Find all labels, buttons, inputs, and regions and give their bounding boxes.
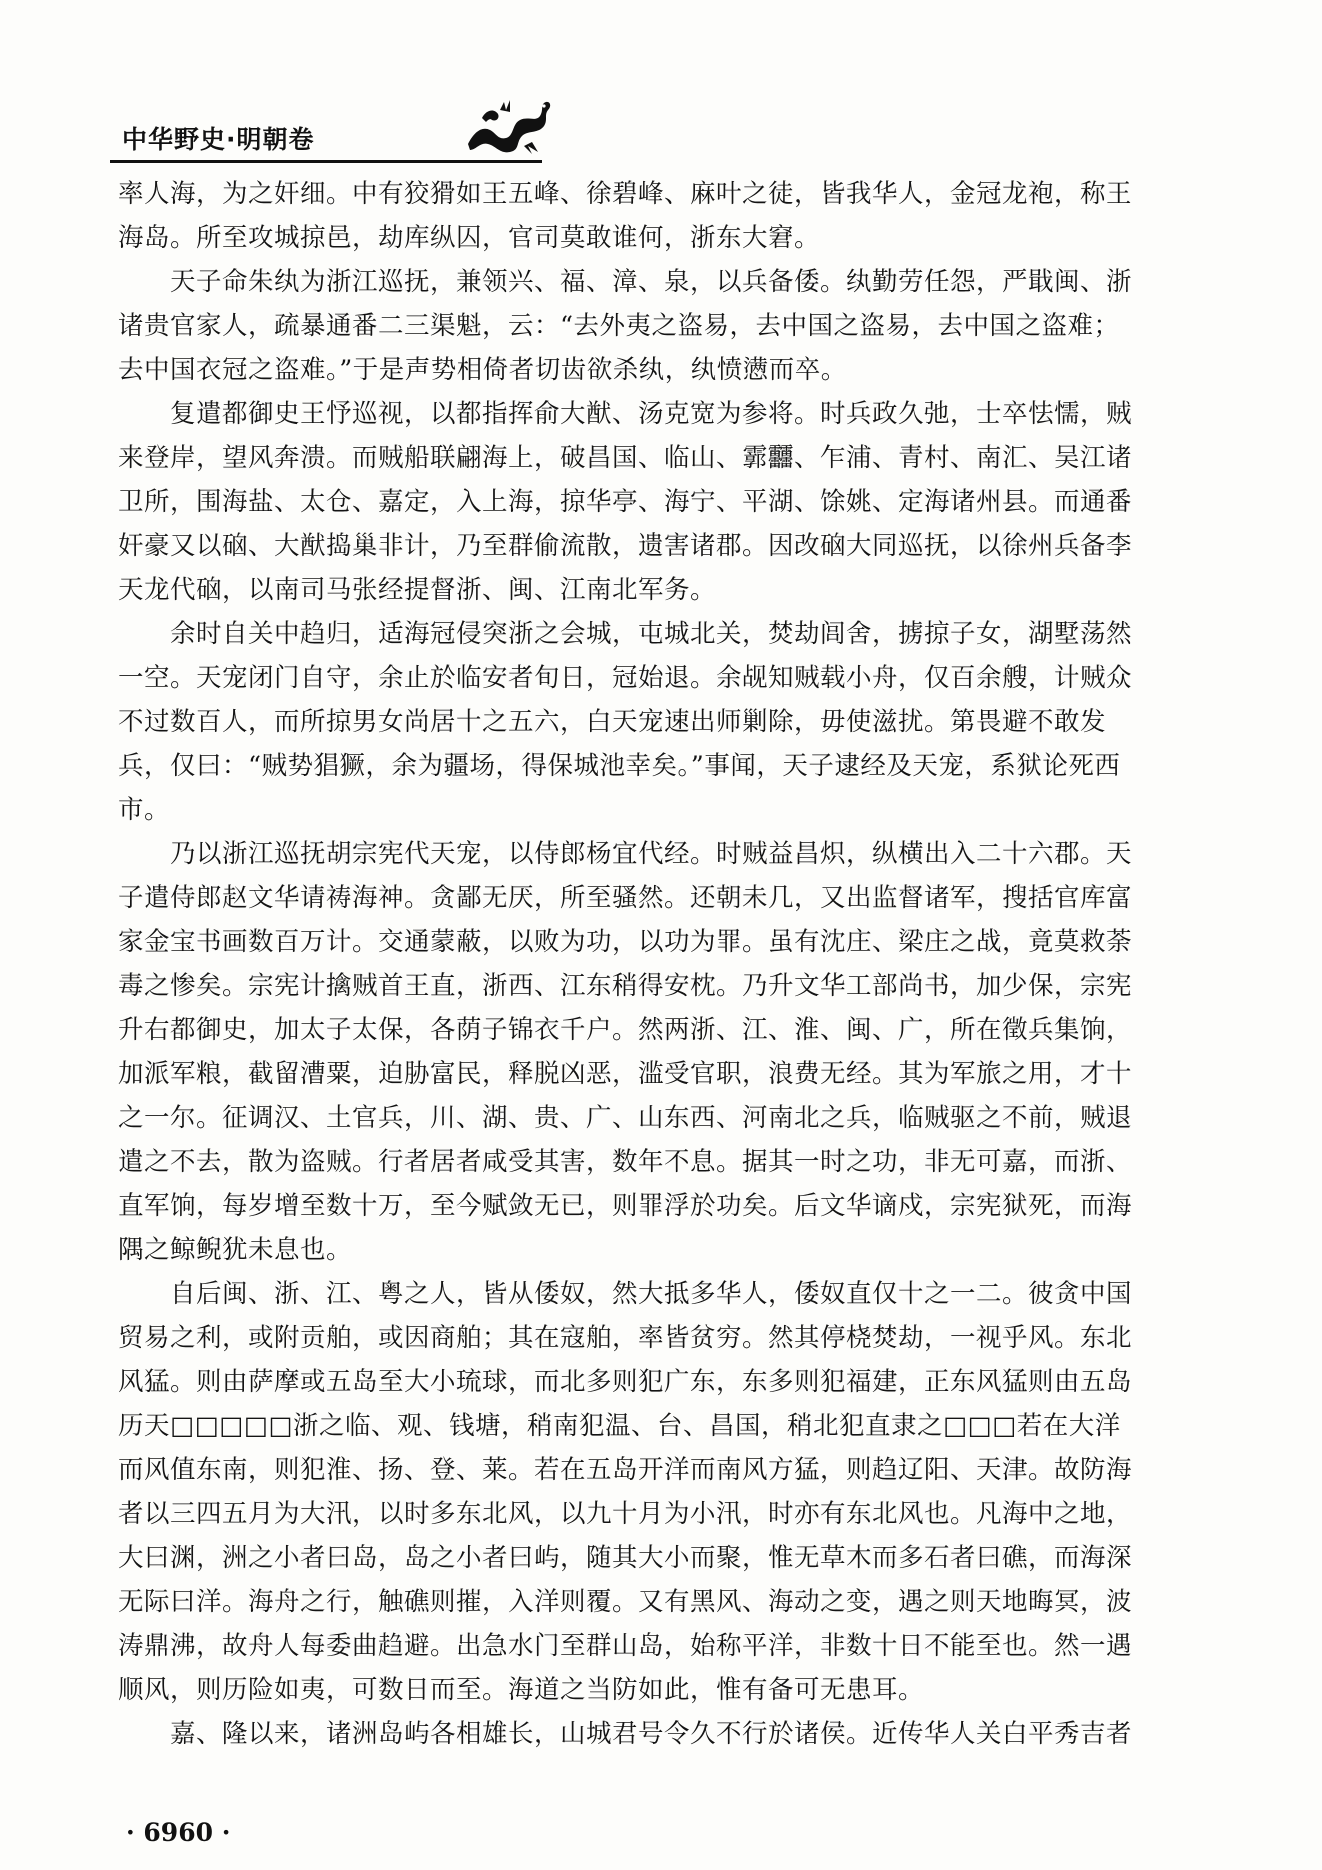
- text-line: 一空。天宠闭门自守，余止於临安者旬日，冠始退。余觇知贼载小舟，仅百余艘，计贼众: [118, 663, 1133, 693]
- paragraph-start-line: 自后闽、浙、江、粤之人，皆从倭奴，然大抵多华人，倭奴直仅十之一二。彼贪中国: [170, 1279, 1133, 1309]
- text-line: 奸豪又以硇、大猷捣巢非计，乃至群偷流散，遗害诸郡。因改硇大同巡抚，以徐州兵备李: [118, 531, 1133, 561]
- page-number: · 6960 ·: [126, 1818, 231, 1847]
- text-line: 加派军粮，截留漕粟，迫胁富民，释脱凶恶，滥受官职，浪费无经。其为军旅之用，才十: [118, 1059, 1133, 1089]
- text-line: 者以三四五月为大汛，以时多东北风，以九十月为小汛，时亦有东北风也。凡海中之地，: [118, 1499, 1133, 1529]
- text-line: 隅之鲸鲵犹未息也。: [118, 1235, 353, 1265]
- text-line: 子遣侍郎赵文华请祷海神。贪鄙无厌，所至骚然。还朝未几，又出监督诸军，搜括官库富: [118, 883, 1133, 913]
- text-line: 毒之惨矣。宗宪计擒贼首王直，浙西、江东稍得安枕。乃升文华工部尚书，加少保，宗宪: [118, 971, 1133, 1001]
- body-text: [118, 172, 1203, 1772]
- text-line: 海岛。所至攻城掠邑，劫库纵囚，官司莫敢谁何，浙东大窘。: [118, 223, 821, 253]
- text-line: 直军饷，每岁增至数十万，至今赋敛无已，则罪浮於功矣。后文华谪戍，宗宪狱死，而海: [118, 1191, 1133, 1221]
- text-line: 天龙代硇，以南司马张经提督浙、闽、江南北军务。: [118, 575, 717, 605]
- text-line: 贸易之利，或附贡舶，或因商舶；其在寇舶，率皆贫穷。然其停桡焚劫，一视乎风。东北: [118, 1323, 1133, 1353]
- paragraph-start-line: 嘉、隆以来，诸洲岛屿各相雄长，山城君号令久不行於诸侯。近传华人关白平秀吉者: [170, 1719, 1133, 1749]
- text-line: 卫所，围海盐、太仓、嘉定，入上海，掠华亭、海宁、平湖、馀姚、定海诸州县。而通番: [118, 487, 1133, 517]
- running-header: [110, 96, 1210, 166]
- text-line: 涛鼎沸，故舟人每委曲趋避。出急水门至群山岛，始称平洋，非数十日不能至也。然一遇: [118, 1631, 1133, 1661]
- text-line: 历天□□□□□浙之临、观、钱塘，稍南犯温、台、昌国，稍北犯直隶之□□□若在大洋: [118, 1411, 1121, 1441]
- text-line: 不过数百人，而所掠男女尚居十之五六，白天宠速出师剿除，毋使滋扰。第畏避不敢发: [118, 707, 1107, 737]
- paragraph-start-line: 复遣都御史王忬巡视，以都指挥俞大猷、汤克宽为参将。时兵政久弛，士卒怯懦，贼: [170, 399, 1133, 429]
- text-line: 大曰渊，洲之小者曰岛，岛之小者曰屿，随其大小而聚，惟无草木而多石者曰礁，而海深: [118, 1543, 1133, 1573]
- header-rule: [110, 160, 542, 163]
- paragraph-start-line: 天子命朱纨为浙江巡抚，兼领兴、福、漳、泉，以兵备倭。纨勤劳任怨，严戢闽、浙: [170, 267, 1133, 297]
- text-line: 家金宝书画数百万计。交通蒙蔽，以败为功，以功为罪。虽有沈庄、梁庄之战，竟莫救荼: [118, 927, 1133, 957]
- text-line: 来登岸，望风奔溃。而贼船联翩海上，破昌国、临山、霩䨻、乍浦、青村、南汇、吴江诸: [118, 443, 1133, 473]
- text-line: 遣之不去，散为盗贼。行者居者咸受其害，数年不息。据其一时之功，非无可嘉，而浙、: [118, 1147, 1133, 1177]
- text-line: 率人海，为之奸细。中有狡猾如王五峰、徐碧峰、麻叶之徒，皆我华人，金冠龙袍，称王: [118, 179, 1133, 209]
- paragraph-start-line: 余时自关中趋归，适海冠侵突浙之会城，屯城北关，焚劫闾舍，掳掠子女，湖墅荡然: [170, 619, 1133, 649]
- text-line: 风猛。则由萨摩或五岛至大小琉球，而北多则犯广东，东多则犯福建，正东风猛则由五岛: [118, 1367, 1133, 1397]
- text-line: 顺风，则历险如夷，可数日而至。海道之当防如此，惟有备可无患耳。: [118, 1675, 925, 1705]
- book-title: 中华野史·明朝卷: [122, 125, 315, 154]
- text-line: 去中国衣冠之盗难。”于是声势相倚者切齿欲杀纨，纨愤懑而卒。: [118, 355, 847, 385]
- text-line: 而风值东南，则犯淮、扬、登、莱。若在五岛开洋而南风方猛，则趋辽阳、天津。故防海: [118, 1455, 1133, 1485]
- paragraph-start-line: 乃以浙江巡抚胡宗宪代天宠，以侍郎杨宜代经。时贼益昌炽，纵横出入二十六郡。天: [170, 839, 1133, 869]
- text-line: 兵，仅曰：“贼势猖獗，余为疆场，得保城池幸矣。”事闻，天子逮经及天宠，系狱论死西: [118, 751, 1121, 781]
- text-line: 诸贵官家人，疏暴通番二三渠魁，云：“去外夷之盗易，去中国之盗易，去中国之盗难；: [118, 311, 1120, 341]
- text-line: 市。: [118, 795, 171, 825]
- text-line: 升右都御史，加太子太保，各荫子锦衣千户。然两浙、江、淮、闽、广，所在徵兵集饷，: [118, 1015, 1133, 1045]
- text-line: 之一尔。征调汉、土官兵，川、湖、贵、广、山东西、河南北之兵，临贼驱之不前，贼退: [118, 1103, 1133, 1133]
- dragon-emblem-icon: [460, 96, 555, 158]
- text-line: 无际曰洋。海舟之行，触礁则摧，入洋则覆。又有黑风、海动之变，遇之则天地晦冥，波: [118, 1587, 1133, 1617]
